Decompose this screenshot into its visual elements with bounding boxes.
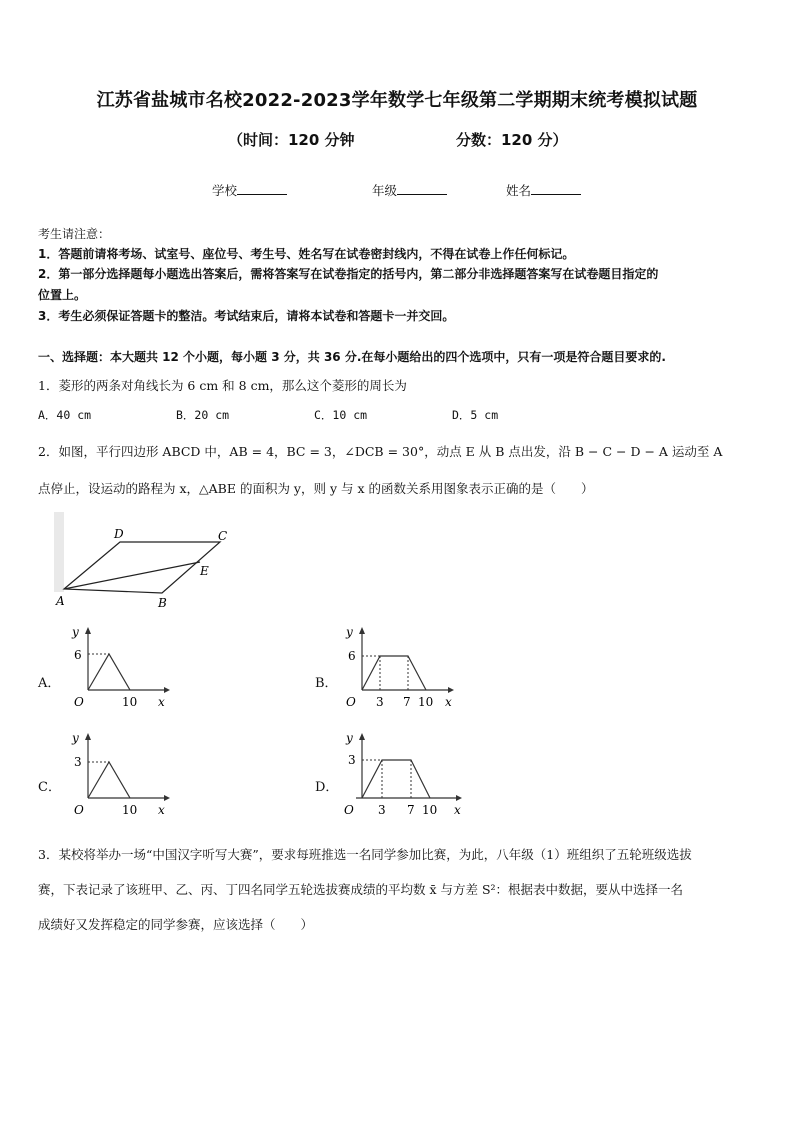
grade-label: 年级 <box>372 183 398 198</box>
exam-score: 分数：120 分） <box>456 131 568 149</box>
name-blank <box>531 182 581 195</box>
notice-item-1: 1．答题前请将考场、试室号、座位号、考生号、姓名写在试卷密封线内，不得在试卷上作任何标记。 <box>38 247 575 261</box>
grade-blank <box>397 182 447 195</box>
q2-option-d-label: D． <box>315 780 339 795</box>
q2-option-c-label: C． <box>38 780 61 795</box>
parallelogram-figure <box>50 512 250 612</box>
q3-line-3: 成绩好又发挥稳定的同学参赛，应该选择（ ） <box>38 917 314 932</box>
q1-option-d: D．5 cm <box>452 408 499 422</box>
notice-item-2-cont: 位置上。 <box>38 288 87 302</box>
exam-time: （时间：120 分钟 <box>228 131 355 149</box>
grade-field <box>372 181 447 199</box>
graph-option-d <box>332 728 472 828</box>
x-axis-label: x <box>445 695 452 709</box>
graph-option-c <box>58 728 178 820</box>
school-field <box>212 181 287 199</box>
x-tick-label: 10 <box>122 695 138 709</box>
x-tick-label-3: 10 <box>418 695 434 709</box>
y-tick-label: 3 <box>348 753 356 767</box>
origin-label: O <box>74 803 84 817</box>
x-axis-label: x <box>454 803 461 817</box>
x-tick-label-3: 10 <box>422 803 438 817</box>
x-tick-label: 10 <box>122 803 138 817</box>
y-tick-label: 6 <box>348 649 356 663</box>
x-tick-label-1: 3 <box>378 803 386 817</box>
notice-item-3: 3．考生必须保证答题卡的整洁。考试结束后，请将本试卷和答题卡一并交回。 <box>38 309 455 323</box>
q1-option-b: B．20 cm <box>176 408 230 422</box>
origin-label: O <box>344 803 354 817</box>
y-tick-label: 6 <box>74 648 82 662</box>
q1-option-c: C．10 cm <box>314 408 368 422</box>
x-tick-label-1: 3 <box>376 695 384 709</box>
y-axis-label: y <box>346 625 353 639</box>
x-tick-label-2: 7 <box>407 803 415 817</box>
graph-option-a <box>58 622 178 714</box>
q3-line-2: 赛，下表记录了该班甲、乙、丙、丁四名同学五轮选拔赛成绩的平均数 x̄ 与方差 S²：根据表中数据，要从中选择一名 <box>38 882 684 897</box>
exam-title: 江苏省盐城市名校2022-2023学年数学七年级第二学期期末统考模拟试题 <box>96 90 698 111</box>
x-tick-label-2: 7 <box>403 695 411 709</box>
segment-ae <box>64 562 200 589</box>
q1-stem: 1．菱形的两条对角线长为 6 cm 和 8 cm，那么这个菱形的周长为 <box>38 378 407 393</box>
y-tick-label: 3 <box>74 755 82 769</box>
scan-shadow <box>54 512 64 592</box>
notice-item-2: 2．第一部分选择题每小题选出答案后，需将答案写在试卷指定的括号内，第二部分非选择题答案写在试卷题目指定的 <box>38 267 659 281</box>
section-heading: 一、选择题：本大题共 12 个小题，每小题 3 分，共 36 分.在每小题给出的四个选项中，只有一项是符合题目要求的. <box>38 350 666 364</box>
q2-option-b-label: B． <box>315 676 338 691</box>
parallelogram-shape <box>64 542 220 593</box>
name-field <box>506 181 581 199</box>
origin-label: O <box>74 695 84 709</box>
point-label-e: E <box>200 564 209 578</box>
vertex-label-d: D <box>114 527 124 541</box>
school-label: 学校 <box>212 183 238 198</box>
graph-option-b <box>332 622 462 714</box>
q3-line-1: 3．某校将举办一场“中国汉字听写大赛”，要求每班推选一名同学参加比赛，为此，八年级（1）班组织了五轮班级选拔 <box>38 847 692 862</box>
q1-option-a: A．40 cm <box>38 408 92 422</box>
notice-heading: 考生请注意： <box>38 227 111 241</box>
q2-line-2: 点停止，设运动的路程为 x，△ABE 的面积为 y，则 y 与 x 的函数关系用图象表示正确的是（ ） <box>38 481 594 496</box>
x-axis-label: x <box>158 803 165 817</box>
vertex-label-a: A <box>56 594 65 608</box>
name-label: 姓名 <box>506 183 532 198</box>
y-axis-label: y <box>72 625 79 639</box>
vertex-label-b: B <box>158 596 167 610</box>
school-blank <box>237 182 287 195</box>
q2-option-a-label: A． <box>38 676 61 691</box>
y-axis-label: y <box>72 731 79 745</box>
x-axis-label: x <box>158 695 165 709</box>
y-axis-label: y <box>346 731 353 745</box>
origin-label: O <box>346 695 356 709</box>
vertex-label-c: C <box>218 529 228 543</box>
q2-line-1: 2．如图，平行四边形 ABCD 中，AB = 4，BC = 3，∠DCB = 30°，动点 E 从 B 点出发，沿 B − C − D − A 运动至 A <box>38 444 723 459</box>
